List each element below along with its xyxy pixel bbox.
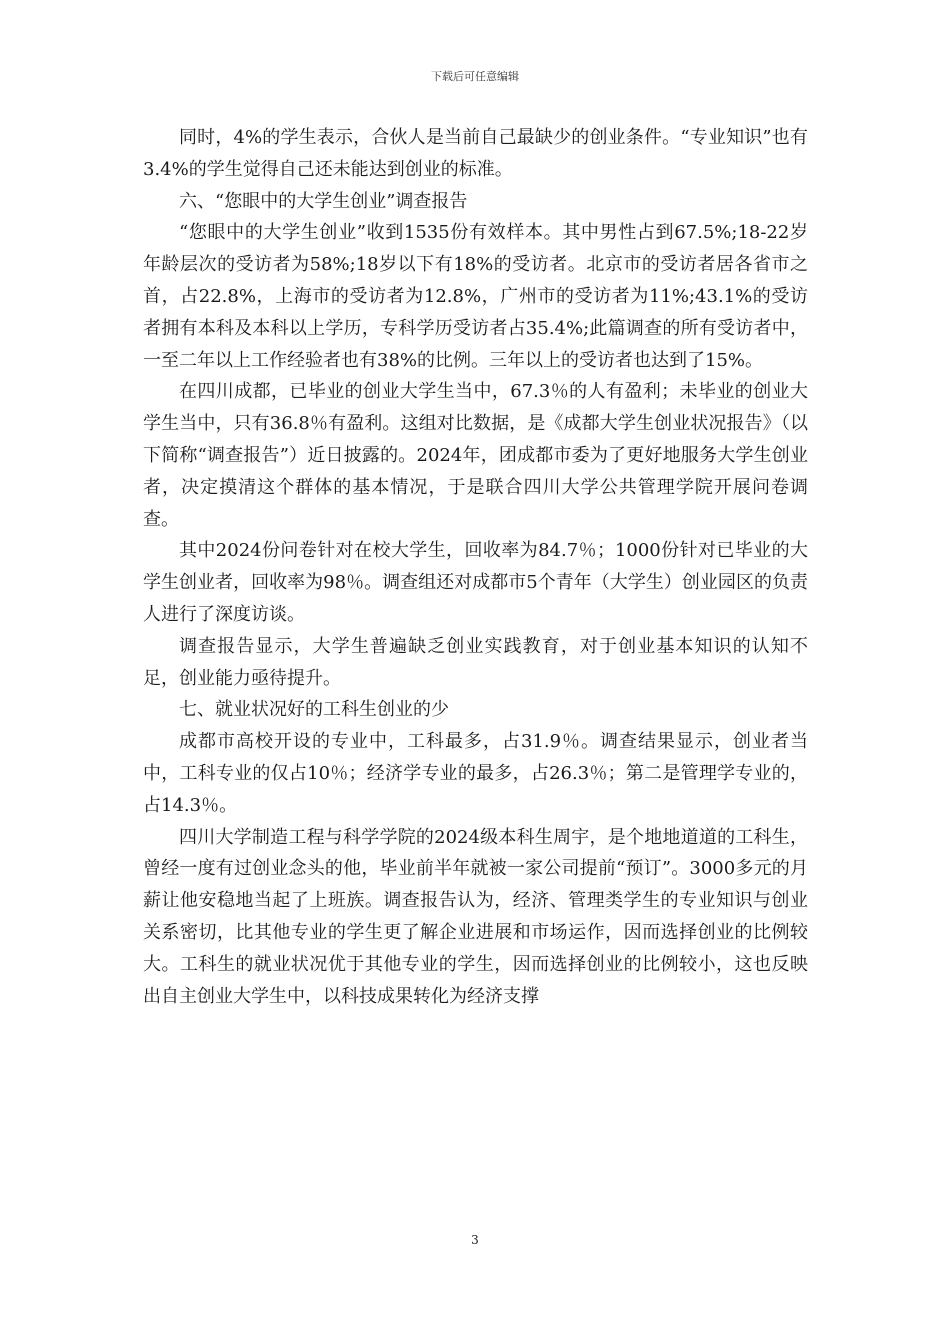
paragraph-partner: 同时，4%的学生表示，合伙人是当前自己最缺少的创业条件。“专业知识”也有3.4%的学生觉得自己还未能达到创业的标准。 [143, 127, 808, 180]
paragraph-survey-sample: “您眼中的大学生创业”收到1535份有效样本。其中男性占到67.5%;18-22岁年龄层次的受访者为58%;18岁以下有18%的受访者。北京市的受访者居各省市之首，占22.8%，上海市的受访者为12.8%，广州市的受访者为11%;43.1%的受访者拥有本科及本科以上学历，专科学历受访者占35.4%;此篇调查的所有受访者中，一至二年以上工作经验者也有38%的比例。三年以上的受访者也达到了15%。 [143, 222, 808, 371]
paragraph-report-shows: 调查报告显示，大学生普遍缺乏创业实践教育，对于创业基本知识的认知不足，创业能力亟待提升。 [143, 635, 808, 689]
paragraph-questionnaire: 其中2024份问卷针对在校大学生，回收率为84.7％；1000份针对已毕业的大学生创业者，回收率为98％。调查组还对成都市5个青年（大学生）创业园区的负责人进行了深度访谈。 [143, 540, 808, 625]
document-body [143, 122, 808, 1012]
page-number: 3 [471, 1233, 479, 1247]
section-heading-six: 六、“您眼中的大学生创业”调查报告 [179, 190, 468, 212]
paragraph-sichuan-chengdu: 在四川成都，已毕业的创业大学生当中，67.3％的人有盈利；未毕业的创业大学生当中，只有36.8％有盈利。这组对比数据，是《成都大学生创业状况报告》（以下简称“调查报告”）近日披露的。2024年，团成都市委为了更好地服务大学生创业者，决定摸清这个群体的基本情况，于是联合四川大学公共管理学院开展问卷调查。 [143, 381, 808, 530]
paragraph-zhou-yu: 四川大学制造工程与科学学院的2024级本科生周宇，是个地地道道的工科生，曾经一度有过创业念头的他，毕业前半年就被一家公司提前“预订”。3000多元的月薪让他安稳地当起了上班族。调查报告认为，经济、管理类学生的专业知识与创业关系密切，比其他专业的学生更了解企业进展和市场运作，因而选择创业的比例较大。工科生的就业状况优于其他专业的学生，因而选择创业的比例较小，这也反映出自主创业大学生中，以科技成果转化为经济支撑 [143, 826, 808, 1007]
page-header: 下载后可任意编辑 [431, 70, 519, 83]
section-heading-seven: 七、就业状况好的工科生创业的少 [179, 699, 449, 721]
paragraph-majors: 成都市高校开设的专业中，工科最多，占31.9％。调查结果显示，创业者当中，工科专业的仅占10％；经济学专业的最多，占26.3％；第二是管理学专业的，占14.3％。 [143, 731, 808, 816]
